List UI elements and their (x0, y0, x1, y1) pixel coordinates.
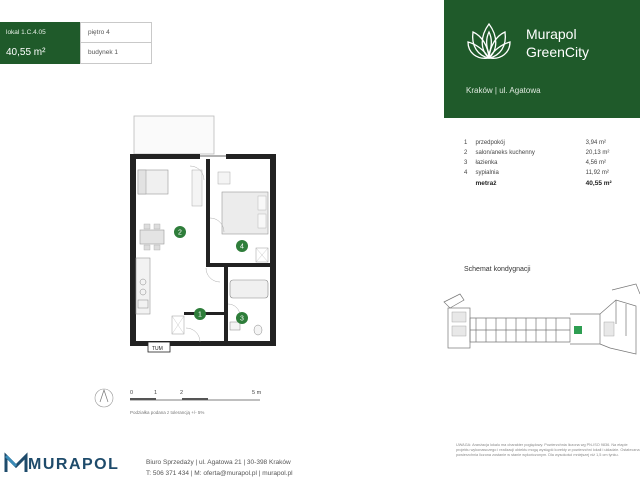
building-label: budynek 1 (88, 49, 118, 56)
sales-office-address: Biuro Sprzedaży | ul. Agatowa 21 | 30-398 Kraków (146, 459, 291, 466)
lokal-box (0, 22, 80, 64)
room-name: sypialnia (475, 170, 499, 176)
lokal-area: 40,55 m² (6, 47, 46, 58)
lokal-number: lokal 1.C.4.05 (6, 29, 46, 36)
room-row (464, 148, 624, 158)
room-row (464, 158, 624, 168)
brand-location: Kraków | ul. Agatowa (466, 86, 541, 95)
total-row (464, 179, 624, 189)
brand-name-line1: Murapol (526, 26, 577, 42)
room-number: 1 (464, 140, 468, 146)
scale-tick: 2 (180, 390, 184, 396)
room-name: przedpokój (475, 140, 505, 146)
room-number: 2 (464, 150, 468, 156)
brand-name-line2: GreenCity (526, 44, 590, 60)
total-label: metraż (475, 180, 497, 187)
murapol-logo-icon (4, 452, 28, 474)
total-area: 40,55 m² (585, 180, 612, 187)
floor-label: piętro 4 (81, 23, 151, 43)
lokal-details (80, 22, 152, 64)
room-name: łazienka (475, 160, 498, 166)
floor-schema-title: Schemat kondygnacji (464, 266, 531, 273)
room-marker-4 (236, 240, 248, 252)
room-name: salon/aneks kuchenny (475, 150, 535, 156)
brand-panel (444, 0, 640, 118)
room-marker-2 (174, 226, 186, 238)
svg-text:4: 4 (240, 243, 244, 251)
svg-text:2: 2 (178, 229, 182, 237)
room-row (464, 168, 624, 178)
floor-plan (120, 108, 290, 352)
room-list (464, 138, 624, 189)
apartment-location-marker (574, 326, 582, 334)
murapol-logo-text: MURAPOL (28, 456, 120, 473)
greencity-lotus-icon (466, 18, 512, 62)
floor-schema-diagram (440, 284, 640, 364)
svg-text:3: 3 (240, 315, 244, 323)
storage-label: TUM (152, 346, 163, 352)
contact-info: T: 506 371 434 | M: oferta@murapol.pl | murapol.pl (146, 470, 293, 477)
room-area: 20,13 m² (585, 150, 610, 156)
room-number: 4 (464, 170, 468, 176)
svg-text:1: 1 (198, 311, 202, 319)
room-area: 4,56 m² (585, 160, 607, 166)
room-area: 3,94 m² (585, 140, 607, 146)
room-row (464, 138, 624, 148)
scale-tick: 5 m (252, 390, 262, 396)
room-marker-1 (194, 308, 206, 320)
room-number: 3 (464, 160, 468, 166)
scale-tick: 1 (154, 390, 158, 396)
disclaimer-text: UWAGA: Aranżacja lokalu ma charakter poglądowy. Powierzchnia liczona wg PN-ISO 9836. Na etapie projektu wykonawczego i realizacji obiektu mogą wystąpić korekty w powierzchni lokali i układzie. Ostateczna powierzchnia liczona zostanie w stanie wykończonym. Dla wysokości mniejszej niż 1,5 cm tynku. (456, 443, 640, 457)
scale-note: Podziałka podana z tolerancją +/- 5% (130, 410, 205, 415)
north-compass-icon (95, 389, 113, 407)
scale-tick: 0 (130, 390, 134, 396)
room-marker-3 (236, 312, 248, 324)
room-area: 11,92 m² (585, 170, 609, 176)
